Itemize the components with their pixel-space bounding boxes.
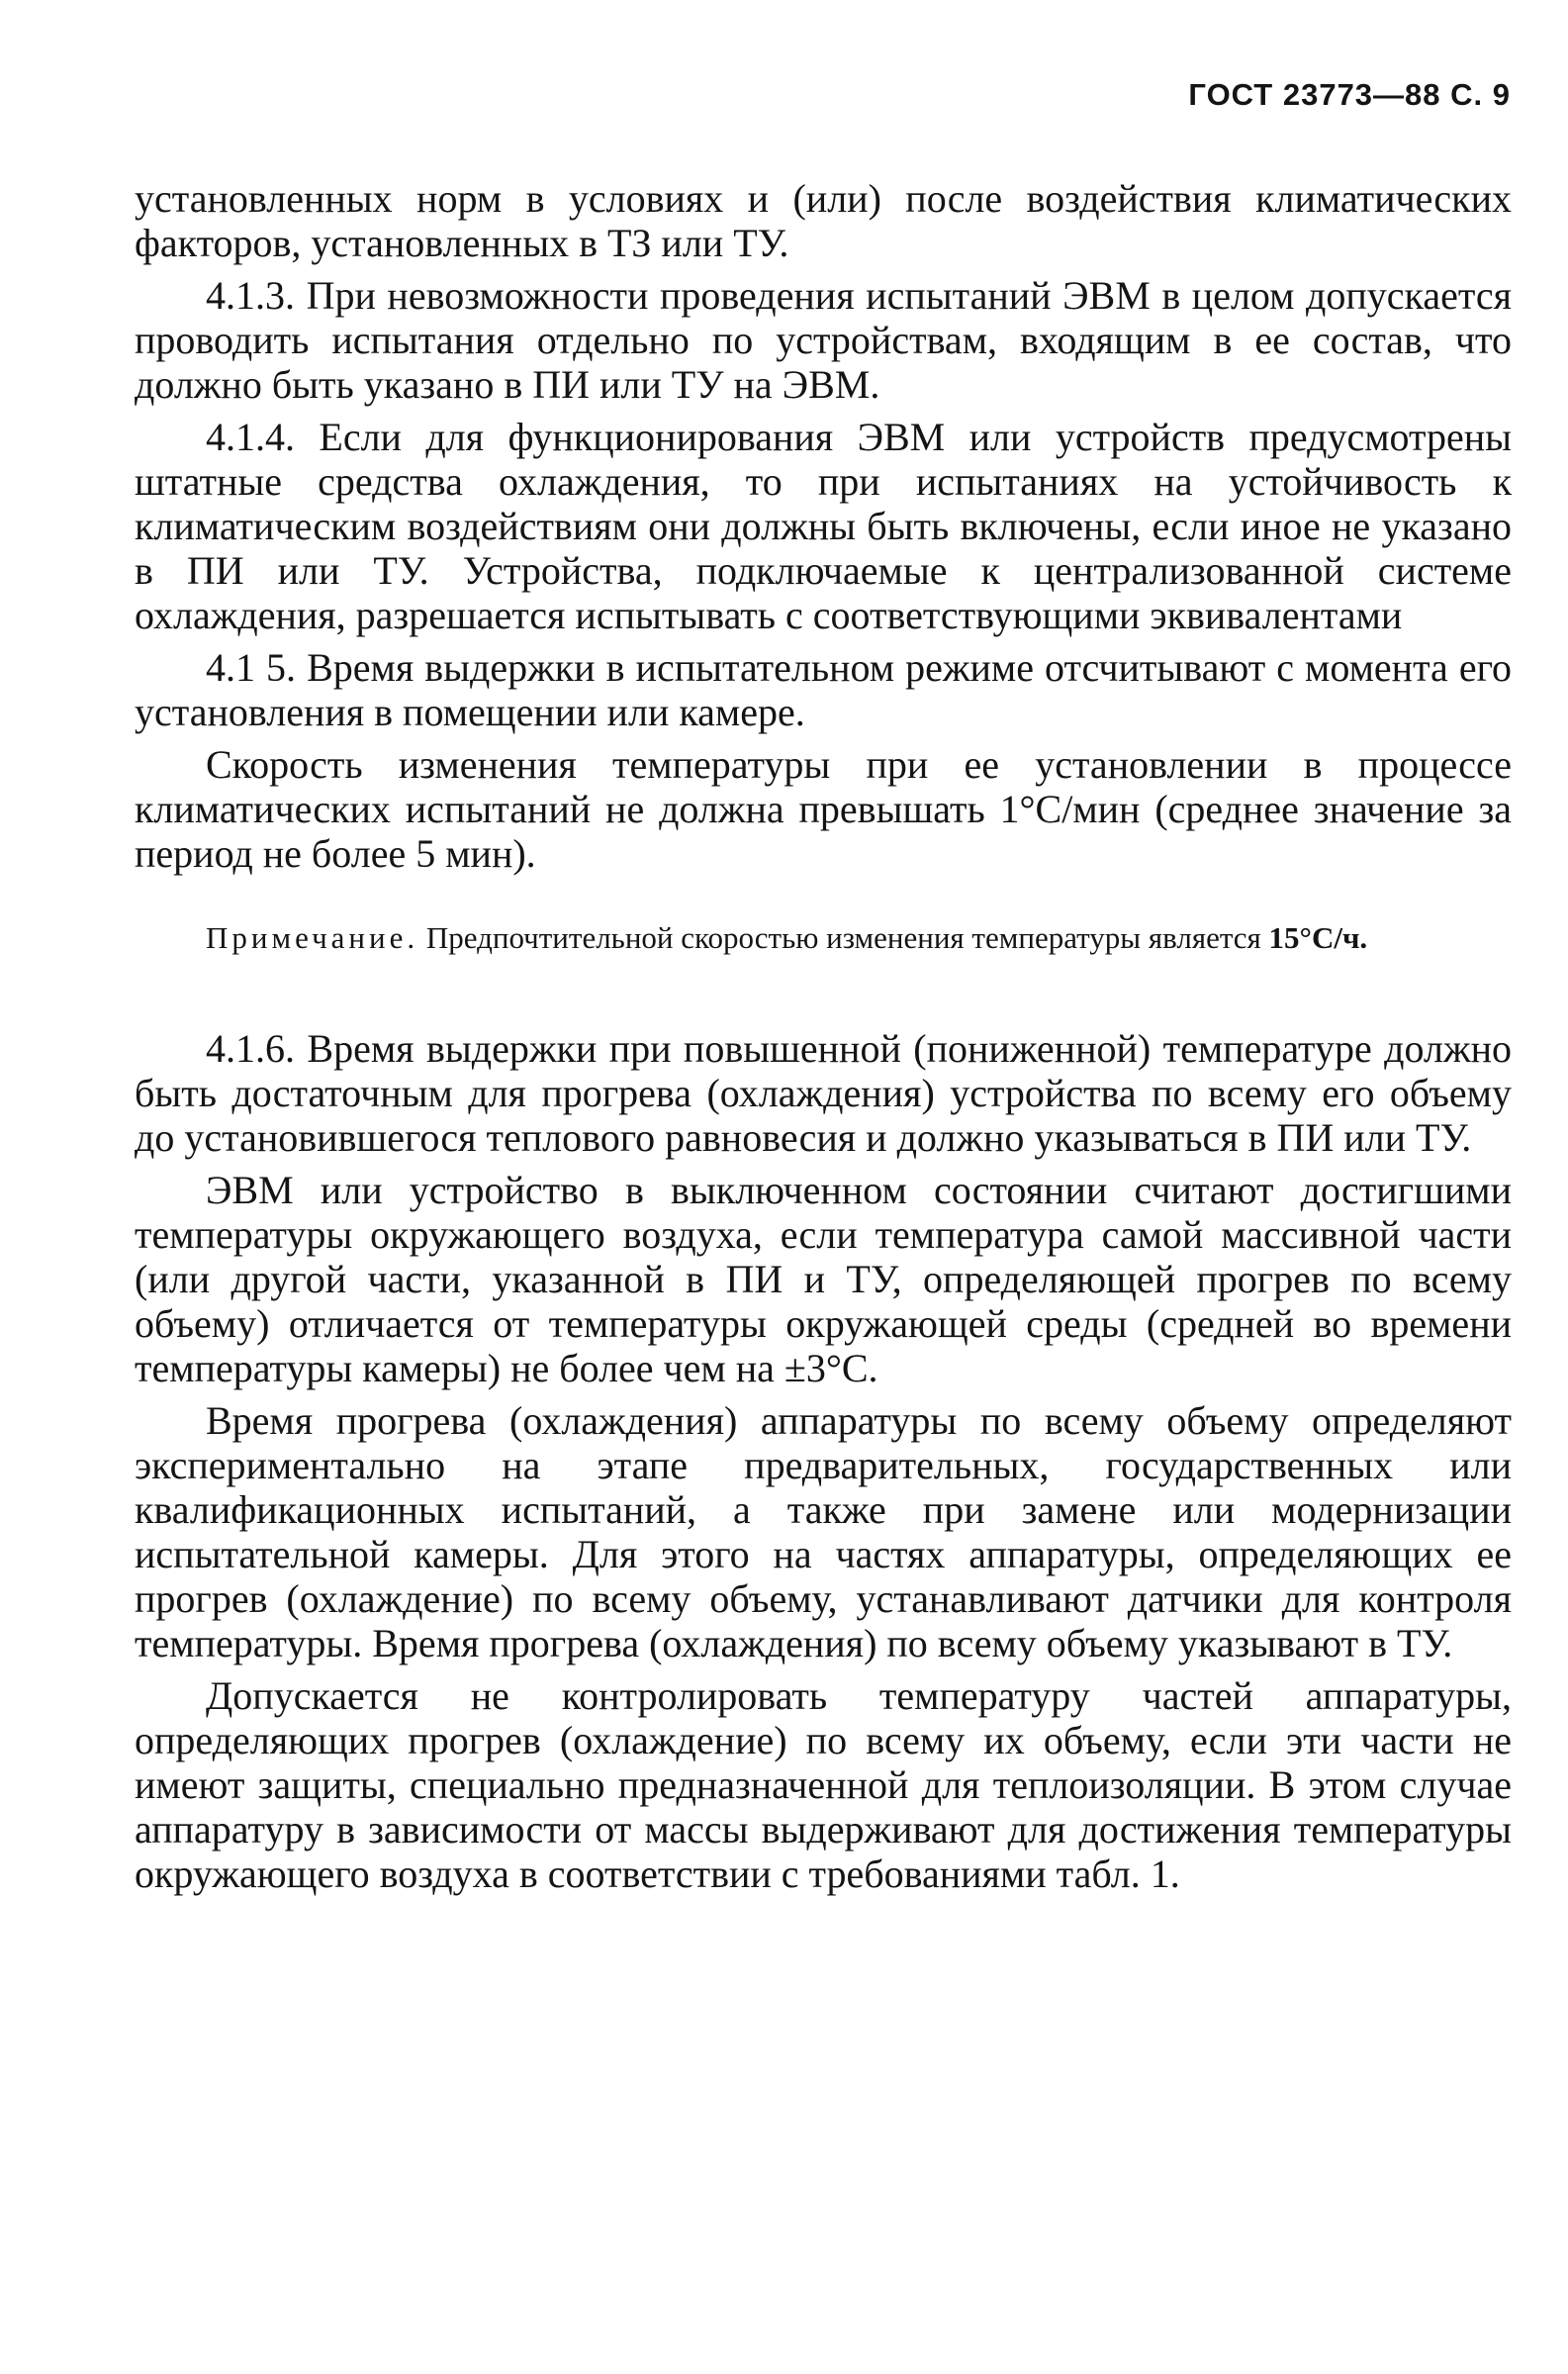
paragraph-4-1-6: 4.1.6. Время выдержки при повышенной (пониженной) температуре должно быть достаточным для прогрева (охлаждения) устройства по всему его объему до установившегося теплового равновесия и должно указываться в ПИ или ТУ. bbox=[135, 1026, 1512, 1160]
note-value: 15°С/ч. bbox=[1268, 920, 1368, 955]
note-label: Примечание. bbox=[206, 920, 419, 955]
running-header: ГОСТ 23773—88 С. 9 bbox=[1188, 77, 1511, 112]
paragraph-continuation: установленных норм в условиях и (или) после воздействия климатических факторов, установленных в ТЗ или ТУ. bbox=[135, 176, 1512, 265]
note bbox=[135, 917, 1512, 959]
paragraph-switched-off-state: ЭВМ или устройство в выключенном состоянии считают достигшими температуры окружающего воздуха, если температура самой массивной части (или другой части, указанной в ПИ и ТУ, определяющей прогрев по всему объему) отличается от температуры окружающей среды (средней во времени температуры камеры) не более чем на ±3°С. bbox=[135, 1168, 1512, 1390]
note-text: Предпочтительной скоростью изменения температуры является bbox=[425, 920, 1261, 955]
paragraph-warmup-time: Время прогрева (охлаждения) аппаратуры по всему объему определяют экспериментально на этапе предварительных, государственных или квалификационных испытаний, а также при замене или модернизации испытательной камеры. Для этого на частях аппаратуры, определяющих ее прогрев (охлаждение) по всему объему, устанавливают датчики для контроля температуры. Время прогрева (охлаждения) по всему объему указывают в ТУ. bbox=[135, 1398, 1512, 1665]
paragraph-4-1-5: 4.1 5. Время выдержки в испытательном режиме отсчитывают с момента его установления в помещении или камере. bbox=[135, 645, 1512, 734]
body-text bbox=[135, 176, 1512, 1896]
paragraph-temperature-rate: Скорость изменения температуры при ее установлении в процессе климатических испытаний не должна превышать 1°С/мин (среднее значение за период не более 5 мин). bbox=[135, 742, 1512, 876]
paragraph-4-1-3: 4.1.3. При невозможности проведения испытаний ЭВМ в целом допускается проводить испытания отдельно по устройствам, входящим в ее состав, что должно быть указано в ПИ или ТУ на ЭВМ. bbox=[135, 273, 1512, 407]
paragraph-no-control: Допускается не контролировать температуру частей аппаратуры, определяющих прогрев (охлаждение) по всему их объему, если эти части не имеют защиты, специально предназначенной для теплоизоляции. В этом случае аппаратуру в зависимости от массы выдерживают для достижения температуры окружающего воздуха в соответствии с требованиями табл. 1. bbox=[135, 1673, 1512, 1896]
paragraph-4-1-4: 4.1.4. Если для функционирования ЭВМ или устройств предусмотрены штатные средства охлаждения, то при испытаниях на устойчивость к климатическим воздействиям они должны быть включены, если иное не указано в ПИ или ТУ. Устройства, подключаемые к централизованной системе охлаждения, разрешается испытывать с соответствующими эквивалентами bbox=[135, 415, 1512, 637]
